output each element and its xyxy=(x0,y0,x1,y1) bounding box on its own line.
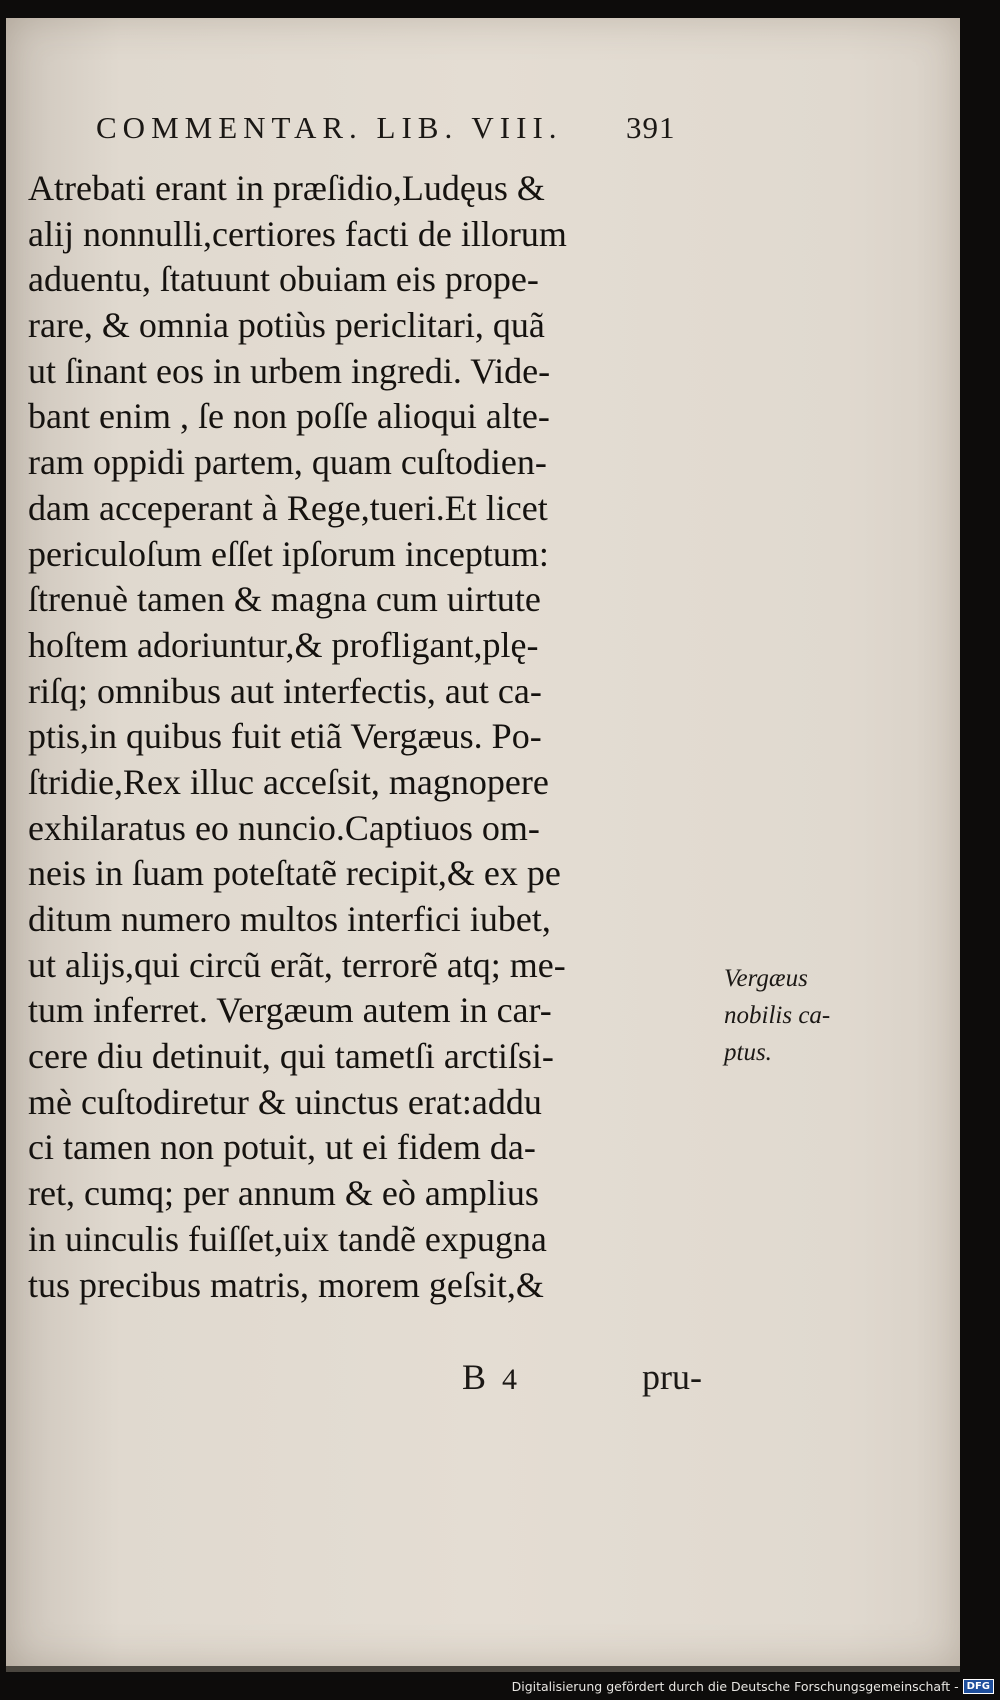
text-line: ptis,in quibus fuit etiã Vergæus. Po- xyxy=(28,716,542,757)
text-line: ditum numero multos interfici iubet, xyxy=(28,899,551,939)
text-line: in uinculis fuiſſet,uix tandẽ expugna xyxy=(28,1218,547,1259)
text-line: ſtridie,Rex illuc acceſsit, magnopere xyxy=(28,761,549,802)
text-line: aduentu, ſtatuunt obuiam eis prope- xyxy=(28,259,539,300)
text-line: ut ſinant eos in urbem ingredi. Vide- xyxy=(28,350,551,391)
text-line: ci tamen non potuit, ut ei fidem da- xyxy=(28,1127,536,1168)
text-line: tus precibus matris, morem geſsit,& xyxy=(28,1264,544,1305)
marginal-line: nobilis ca- xyxy=(724,1002,831,1029)
marginal-line: ptus. xyxy=(724,1039,772,1066)
text-line: alij nonnulli,certiores facti de illorum xyxy=(28,213,567,254)
signature-number: 4 xyxy=(502,1363,518,1396)
text-line: rare, & omnia potiùs periclitari, quã xyxy=(28,305,545,346)
text-line: periculoſum eſſet ipſorum inceptum: xyxy=(28,533,549,574)
text-line: dam acceperant à Rege,tueri.Et licet xyxy=(28,487,548,528)
running-header xyxy=(96,110,736,158)
catchword: pru- xyxy=(642,1357,702,1397)
body-text xyxy=(28,166,728,1308)
running-title: COMMENTAR. LIB. VIII. xyxy=(96,110,563,145)
dfg-logo-icon: DFG xyxy=(963,1679,994,1694)
text-line: tum inferret. Vergæum autem in car- xyxy=(28,990,552,1031)
page-number: 391 xyxy=(626,110,676,145)
digitization-credit xyxy=(512,1675,994,1697)
text-line: hoſtem adoriuntur,& profligant,plę- xyxy=(28,624,539,665)
credit-text: Digitalisierung gefördert durch die Deutsche Forschungsgemeinschaft - xyxy=(511,1678,959,1694)
text-line: ut alijs,qui circũ erãt, terrorẽ atq; me- xyxy=(28,944,566,985)
text-line: ſtrenuè tamen & magna cum uirtute xyxy=(28,579,541,620)
text-line: cere diu detinuit, qui tametſi arctiſsi- xyxy=(28,1036,554,1077)
text-line: bant enim , ſe non poſſe alioqui alte- xyxy=(28,396,550,437)
marginal-note xyxy=(724,960,904,1071)
text-line: ret, cumq; per annum & eò amplius xyxy=(28,1173,539,1214)
book-page xyxy=(6,18,960,1672)
text-line: neis in ſuam poteſtatẽ recipit,& ex pe xyxy=(28,853,561,894)
text-line: mè cuſtodiretur & uinctus erat:addu xyxy=(28,1081,542,1122)
text-line: exhilaratus eo nuncio.Captiuos om- xyxy=(28,807,540,848)
marginal-line: Vergæus xyxy=(724,965,808,992)
text-line: ram oppidi partem, quam cuſtodien- xyxy=(28,442,547,483)
text-line: Atrebati erant in præſidio,Ludęus & xyxy=(28,168,545,208)
signature-letter: B xyxy=(462,1357,487,1397)
signature-mark xyxy=(462,1356,517,1398)
text-line: riſq; omnibus aut interfectis, aut ca- xyxy=(28,670,542,711)
